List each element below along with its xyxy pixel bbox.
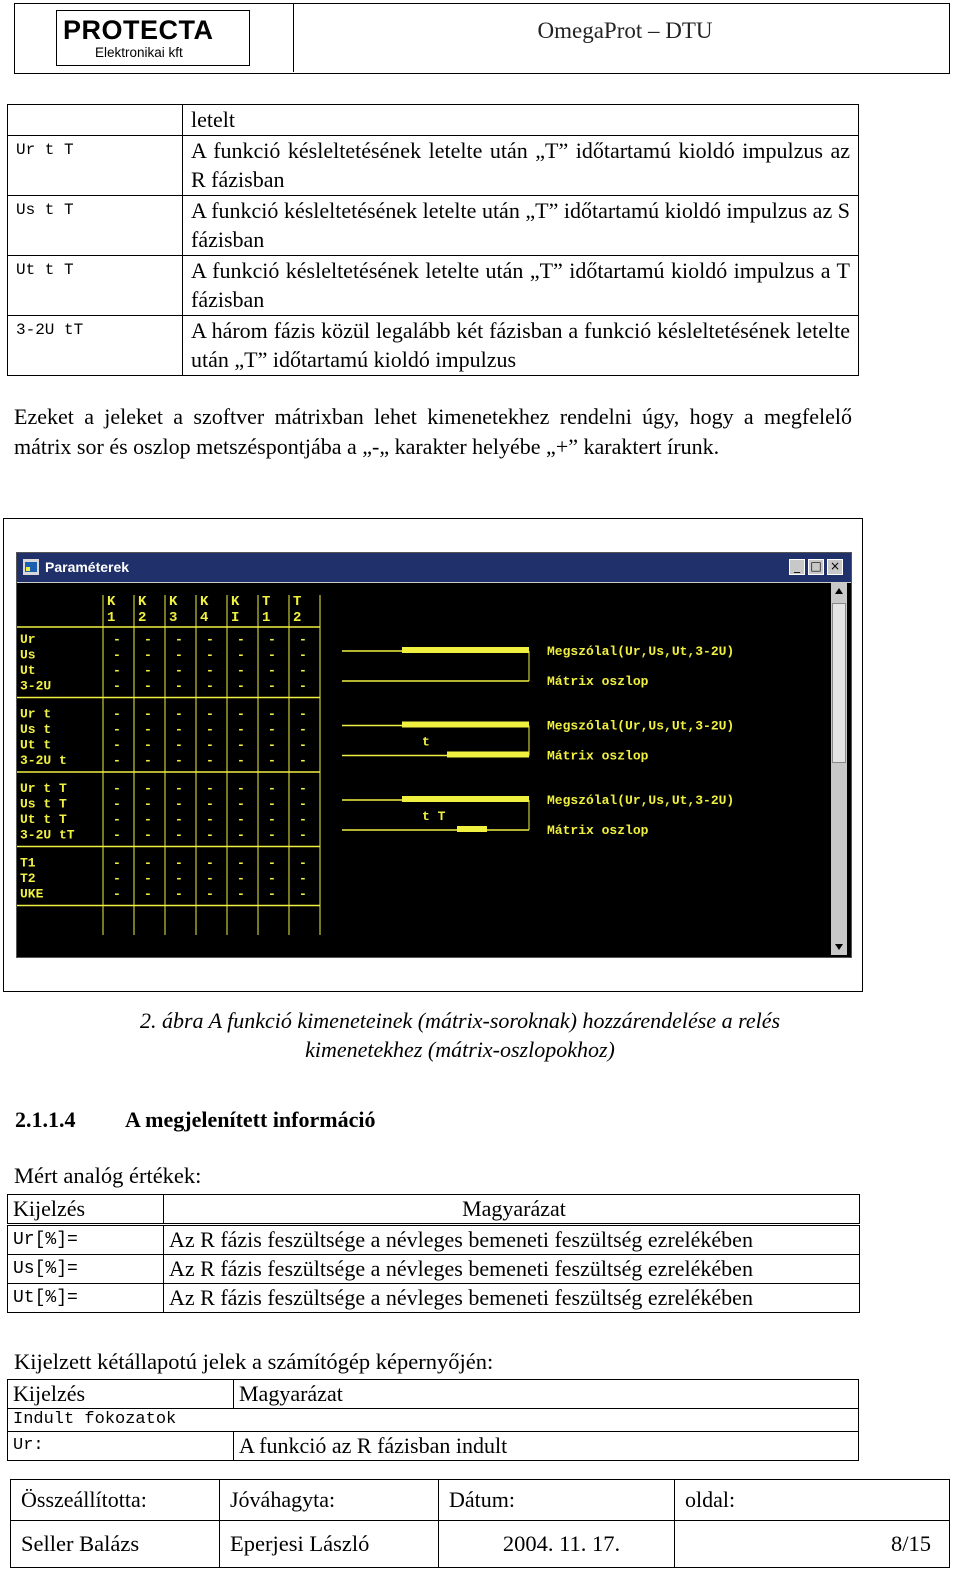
matrix-cell: - — [299, 796, 307, 812]
matrix-cell: - — [206, 706, 214, 722]
matrix-cell: - — [144, 678, 152, 694]
explanation: Az R fázis feszültsége a névleges bemeneti feszültség ezrelékében — [164, 1255, 860, 1284]
matrix-column-header: K — [231, 594, 240, 610]
binary-signals-label: Kijelzett kétállapotú jelek a számítógép képernyőjén: — [14, 1349, 494, 1374]
matrix-cell: - — [299, 855, 307, 871]
matrix-cell: - — [175, 722, 183, 737]
binary-signals-table — [7, 1379, 859, 1461]
matrix-row-label: Ut t — [20, 737, 52, 753]
analog-values-label: Mért analóg értékek: — [14, 1163, 202, 1188]
matrix-cell: - — [268, 678, 276, 694]
signal-code: Ut t T — [8, 255, 183, 315]
signal-code: Ur t T — [8, 135, 183, 195]
column-header: Kijelzés — [8, 1380, 234, 1409]
column-header: Magyarázat — [234, 1380, 859, 1409]
logo-text: PROTECTA — [63, 15, 214, 45]
matrix-cell: - — [237, 647, 245, 663]
matrix-cell: - — [206, 827, 214, 843]
signal-label: Mátrix oszlop — [547, 748, 649, 764]
matrix-row-label: UKE — [20, 886, 44, 902]
table-row — [8, 315, 859, 375]
matrix-cell: - — [175, 678, 183, 694]
screen-background — [17, 583, 829, 957]
matrix-cell: - — [299, 827, 307, 843]
signal-pulse — [457, 826, 487, 832]
matrix-cell: - — [113, 706, 121, 722]
matrix-column-header: 1 — [107, 610, 116, 626]
signal-pulse — [402, 647, 529, 653]
matrix-cell: - — [268, 706, 276, 722]
signal-label: Mátrix oszlop — [547, 823, 649, 838]
matrix-cell: - — [144, 886, 152, 902]
matrix-cell: - — [206, 753, 214, 768]
matrix-cell: - — [237, 781, 245, 796]
footer-label: Összeállította: — [11, 1480, 220, 1521]
matrix-cell: - — [144, 827, 152, 843]
matrix-cell: - — [113, 796, 121, 812]
matrix-column-header: 4 — [200, 610, 209, 626]
matrix-cell: - — [206, 663, 214, 678]
matrix-cell: - — [113, 753, 121, 768]
section-heading — [15, 1107, 375, 1133]
matrix-cell: - — [175, 663, 183, 678]
matrix-cell: - — [144, 647, 152, 663]
matrix-cell: - — [175, 781, 183, 796]
signal-table — [7, 104, 859, 376]
close-button[interactable]: × — [827, 559, 843, 575]
signal-pulse — [447, 752, 529, 758]
app-icon — [23, 559, 39, 575]
matrix-cell: - — [237, 855, 245, 871]
table-row — [8, 1284, 860, 1313]
matrix-column-header: K — [200, 594, 209, 610]
signal-description: A funkció késleltetésének letelte után „T” időtartamú kioldó impulzus az S fázisban — [183, 195, 859, 255]
company-logo — [56, 10, 250, 66]
matrix-cell: - — [268, 871, 276, 886]
logo-area — [15, 4, 294, 72]
matrix-cell: - — [268, 663, 276, 678]
matrix-cell: - — [268, 781, 276, 796]
matrix-row-label: Ur — [20, 632, 36, 647]
matrix-cell: - — [299, 886, 307, 902]
signal-label: Megszólal(Ur,Us,Ut,3-2U) — [547, 644, 735, 659]
matrix-cell: - — [299, 722, 307, 737]
table-row — [8, 1255, 860, 1284]
matrix-row-label: Us t — [20, 722, 52, 737]
scrollbar-thumb[interactable] — [832, 603, 846, 763]
matrix-cell: - — [268, 737, 276, 753]
matrix-column-header: 3 — [169, 610, 178, 626]
matrix-cell: - — [144, 781, 152, 796]
matrix-cell: - — [175, 886, 183, 902]
display-code: Us[%]= — [8, 1255, 164, 1284]
signal-label: Megszólal(Ur,Us,Ut,3-2U) — [547, 718, 735, 734]
matrix-cell: - — [113, 886, 121, 902]
matrix-row-label: 3-2U tT — [20, 827, 75, 843]
signal-pulse — [402, 796, 529, 802]
footer-label: Jóváhagyta: — [220, 1480, 439, 1521]
matrix-cell: - — [237, 812, 245, 827]
matrix-row-label: Us t T — [20, 796, 67, 812]
matrix-cell: - — [299, 706, 307, 722]
footer-value-row — [11, 1521, 950, 1568]
footer-label-row — [11, 1480, 950, 1521]
explanation: A funkció az R fázisban indult — [234, 1432, 859, 1461]
signal-code: Us t T — [8, 195, 183, 255]
matrix-cell: - — [299, 647, 307, 663]
matrix-cell: - — [206, 812, 214, 827]
author: Seller Balázs — [11, 1521, 220, 1568]
matrix-cell: - — [175, 647, 183, 663]
document-title: OmegaProt – DTU — [537, 18, 713, 43]
matrix-cell: - — [299, 781, 307, 796]
matrix-cell: - — [113, 827, 121, 843]
minimize-button[interactable]: _ — [789, 559, 805, 575]
signal-description: A funkció késleltetésének letelte után „T” időtartamú kioldó impulzus az R fázisban — [183, 135, 859, 195]
matrix-cell: - — [144, 796, 152, 812]
matrix-cell: - — [144, 812, 152, 827]
matrix-cell: - — [237, 632, 245, 647]
matrix-cell: - — [113, 781, 121, 796]
matrix-cell: - — [113, 632, 121, 647]
figure-caption — [60, 1006, 860, 1064]
timer-marker: t T — [422, 809, 446, 824]
display-code: Ut[%]= — [8, 1284, 164, 1313]
page-header — [14, 3, 950, 74]
matrix-cell: - — [237, 753, 245, 768]
matrix-cell: - — [206, 855, 214, 871]
signal-description: A funkció késleltetésének letelte után „T” időtartamú kioldó impulzus a T fázisban — [183, 255, 859, 315]
display-code: Ur: — [8, 1432, 234, 1461]
timer-marker: t — [422, 734, 430, 750]
section-title: A megjelenített információ — [125, 1107, 376, 1132]
matrix-column-header: T — [293, 594, 302, 610]
matrix-column-header: K — [107, 594, 116, 610]
matrix-cell: - — [206, 722, 214, 737]
matrix-cell: - — [113, 812, 121, 827]
matrix-cell: - — [299, 753, 307, 768]
matrix-cell: - — [113, 722, 121, 737]
matrix-cell: - — [268, 753, 276, 768]
table-row — [8, 135, 859, 195]
matrix-cell: - — [175, 632, 183, 647]
matrix-cell: - — [206, 886, 214, 902]
matrix-cell: - — [206, 647, 214, 663]
matrix-cell: - — [175, 737, 183, 753]
caption-line: 2. ábra A funkció kimeneteinek (mátrix-soroknak) hozzárendelése a relés — [139, 1008, 781, 1033]
matrix-cell: - — [299, 812, 307, 827]
matrix-cell: - — [299, 632, 307, 647]
matrix-cell: - — [113, 678, 121, 694]
matrix-cell: - — [175, 827, 183, 843]
signal-code: 3-2U tT — [8, 315, 183, 375]
body-paragraph: Ezeket a jeleket a szoftver mátrixban lehet kimenetekhez rendelni úgy, hogy a megfelelő mátrix sor és oszlop metszéspontjába a „-„ karakter helyébe „+” karaktert írunk. — [14, 404, 852, 459]
column-header: Magyarázat — [164, 1195, 860, 1225]
matrix-cell: - — [268, 812, 276, 827]
footer-label: oldal: — [675, 1480, 950, 1521]
matrix-row-label: Ur t — [20, 706, 52, 722]
matrix-cell: - — [144, 632, 152, 647]
signal-label: Megszólal(Ur,Us,Ut,3-2U) — [547, 793, 735, 808]
matrix-cell: - — [144, 753, 152, 768]
date: 2004. 11. 17. — [439, 1521, 675, 1568]
matrix-cell: - — [113, 855, 121, 871]
subheader: Indult fokozatok — [8, 1409, 859, 1432]
matrix-cell: - — [175, 706, 183, 722]
scroll-up-arrow-icon[interactable] — [831, 583, 847, 599]
matrix-cell: - — [299, 871, 307, 886]
scroll-down-arrow-icon[interactable] — [831, 939, 847, 955]
matrix-cell: - — [237, 796, 245, 812]
approver: Eperjesi László — [220, 1521, 439, 1568]
column-header: Kijelzés — [8, 1195, 164, 1225]
explanation: Az R fázis feszültsége a névleges bemeneti feszültség ezrelékében — [164, 1284, 860, 1313]
table-row — [8, 105, 859, 136]
matrix-cell: - — [268, 722, 276, 737]
matrix-cell: - — [113, 871, 121, 886]
matrix-cell: - — [268, 886, 276, 902]
matrix-column-header: K — [169, 594, 178, 610]
matrix-cell: - — [237, 663, 245, 678]
matrix-cell: - — [237, 827, 245, 843]
matrix-cell: - — [299, 737, 307, 753]
table-row — [8, 1225, 860, 1255]
matrix-cell: - — [237, 871, 245, 886]
signal-pulse — [402, 722, 529, 728]
matrix-cell: - — [299, 663, 307, 678]
window-title: Paraméterek — [45, 559, 130, 575]
matrix-cell: - — [113, 663, 121, 678]
matrix-cell: - — [237, 886, 245, 902]
matrix-cell: - — [175, 753, 183, 768]
matrix-cell: - — [113, 647, 121, 663]
matrix-row-label: T1 — [20, 855, 36, 871]
matrix-row-label: Ut — [20, 663, 36, 678]
matrix-cell: - — [144, 871, 152, 886]
matrix-cell: - — [144, 855, 152, 871]
explanation: Az R fázis feszültsége a névleges bemeneti feszültség ezrelékében — [164, 1225, 860, 1255]
matrix-cell: - — [144, 706, 152, 722]
matrix-row-label: 3-2U — [20, 678, 52, 694]
matrix-column-header: 2 — [293, 610, 302, 626]
matrix-cell: - — [113, 737, 121, 753]
vertical-scrollbar[interactable] — [831, 583, 847, 955]
matrix-cell: - — [268, 647, 276, 663]
matrix-cell: - — [237, 678, 245, 694]
matrix-row-label: T2 — [20, 871, 36, 886]
matrix-cell: - — [268, 855, 276, 871]
caption-line: kimenetekhez (mátrix-oszlopokhoz) — [305, 1037, 615, 1062]
matrix-row-label: Ur t T — [20, 781, 67, 796]
window-titlebar[interactable] — [17, 553, 851, 583]
footer-label: Dátum: — [439, 1480, 675, 1521]
matrix-row-label: 3-2U t — [20, 753, 67, 768]
table-header-row — [8, 1195, 860, 1225]
matrix-cell: - — [268, 632, 276, 647]
table-row — [8, 195, 859, 255]
matrix-cell: - — [206, 632, 214, 647]
matrix-cell: - — [144, 663, 152, 678]
matrix-cell: - — [144, 722, 152, 737]
signal-code — [8, 105, 183, 136]
matrix-row-label: Ut t T — [20, 812, 67, 827]
matrix-cell: - — [237, 737, 245, 753]
page-number: 8/15 — [675, 1521, 950, 1568]
table-header-row — [8, 1380, 859, 1409]
matrix-cell: - — [237, 722, 245, 737]
matrix-cell: - — [206, 737, 214, 753]
matrix-cell: - — [268, 827, 276, 843]
matrix-column-header: 1 — [262, 610, 271, 626]
display-code: Ur[%]= — [8, 1225, 164, 1255]
signal-description: letelt — [183, 105, 859, 136]
table-row — [8, 1432, 859, 1461]
matrix-cell: - — [268, 796, 276, 812]
matrix-cell: - — [206, 871, 214, 886]
maximize-button[interactable]: □ — [808, 559, 824, 575]
matrix-cell: - — [206, 781, 214, 796]
parameters-window — [16, 552, 852, 958]
matrix-column-header: T — [262, 594, 271, 610]
matrix-cell: - — [175, 812, 183, 827]
matrix-screen — [17, 583, 829, 957]
matrix-cell: - — [144, 737, 152, 753]
matrix-cell: - — [175, 796, 183, 812]
signal-description: A három fázis közül legalább két fázisban a funkció késleltetésének letelte után „T” időtartamú kioldó impulzus — [183, 315, 859, 375]
matrix-cell: - — [206, 796, 214, 812]
matrix-column-header: I — [231, 610, 240, 626]
matrix-column-header: K — [138, 594, 147, 610]
matrix-column-header: 2 — [138, 610, 147, 626]
page-footer — [10, 1479, 950, 1568]
matrix-cell: - — [299, 678, 307, 694]
matrix-cell: - — [175, 871, 183, 886]
table-row — [8, 255, 859, 315]
analog-values-table — [7, 1194, 860, 1313]
matrix-row-label: Us — [20, 647, 36, 663]
table-subheader-row — [8, 1409, 859, 1432]
matrix-cell: - — [206, 678, 214, 694]
section-number: 2.1.1.4 — [15, 1107, 76, 1132]
matrix-cell: - — [175, 855, 183, 871]
signal-label: Mátrix oszlop — [547, 674, 649, 689]
matrix-cell: - — [237, 706, 245, 722]
logo-subtitle: Elektronikai kft — [95, 45, 183, 60]
